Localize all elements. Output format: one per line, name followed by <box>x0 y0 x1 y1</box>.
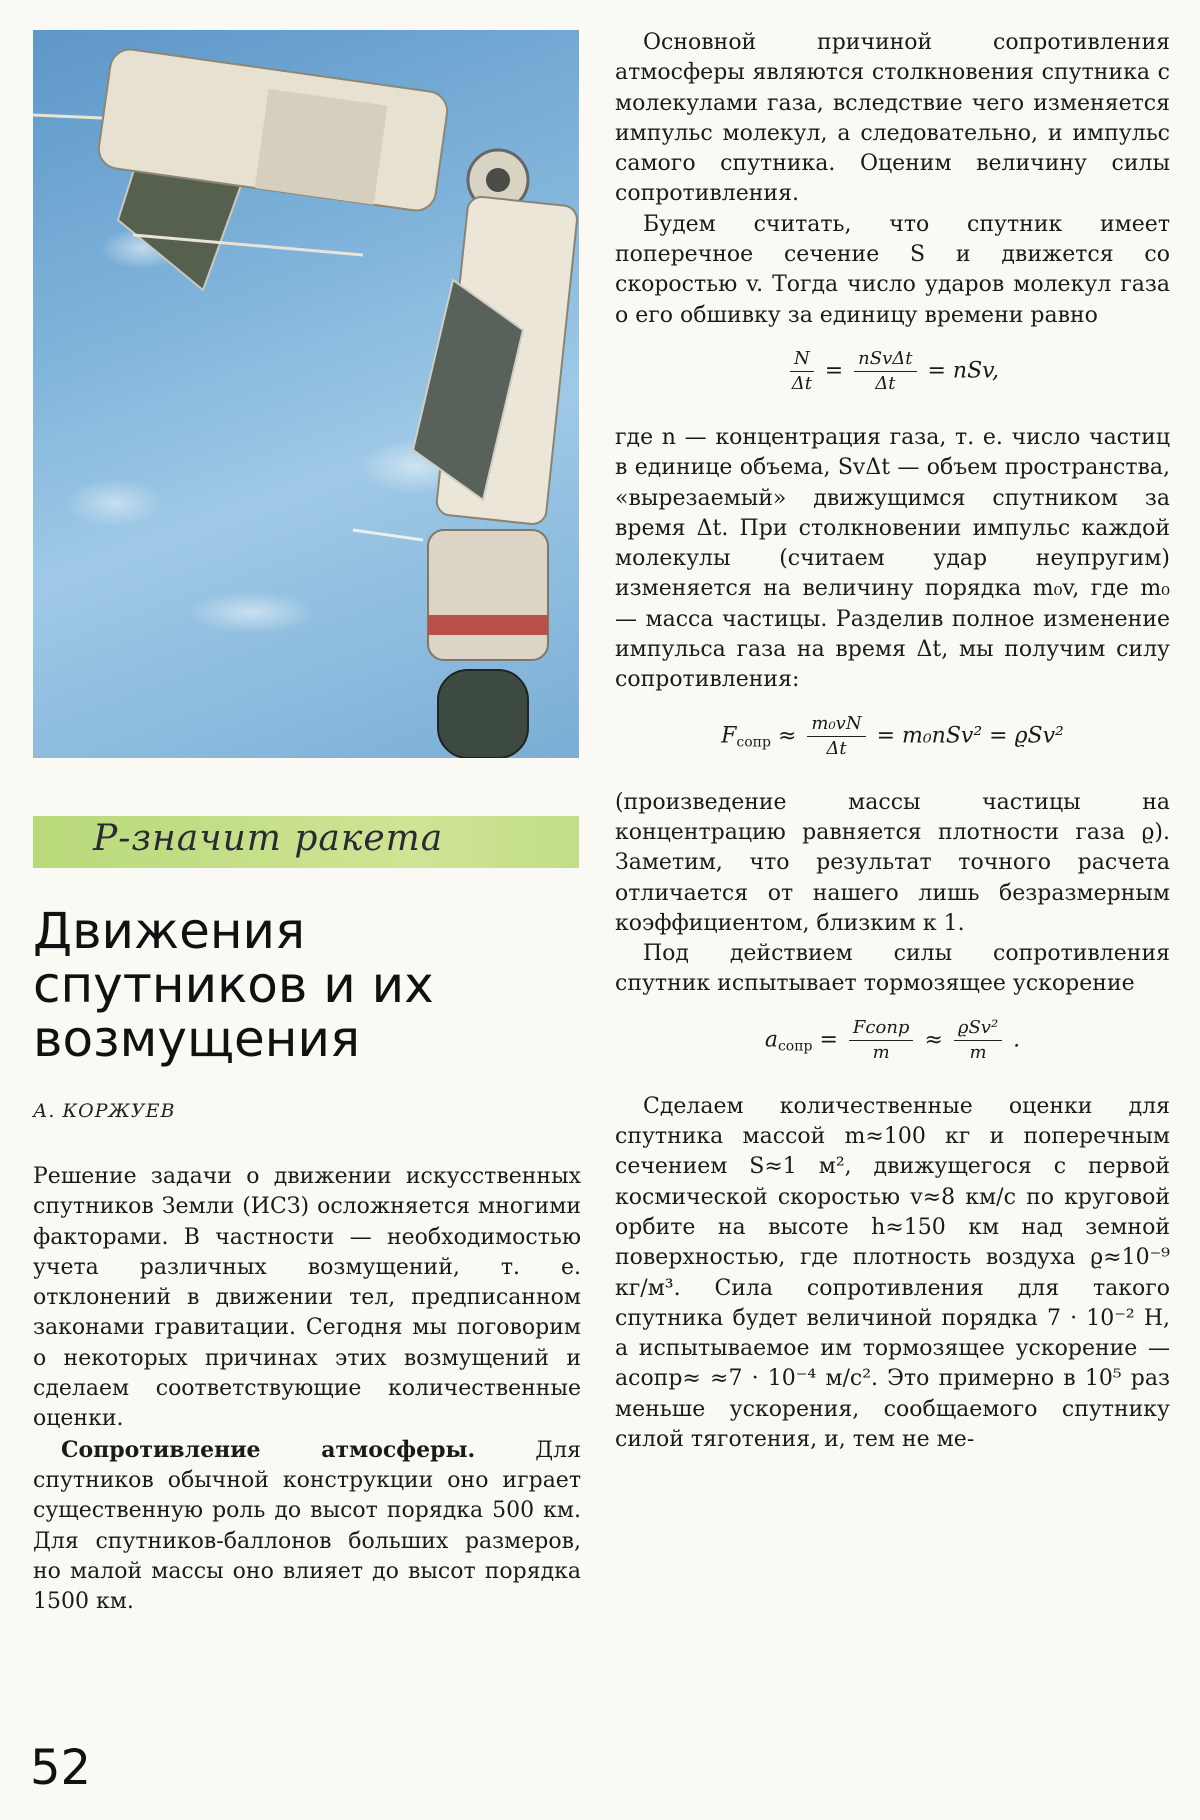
f3-sub: сопр <box>777 1038 813 1055</box>
f1-den1: Δt <box>791 372 812 394</box>
f1-den2: Δt <box>875 372 896 394</box>
banner-text: Р-значит ракета <box>93 818 444 859</box>
f1-num2: nSvΔt <box>854 347 916 372</box>
f3-num1: Fсопр <box>849 1016 914 1041</box>
section-banner <box>33 816 579 868</box>
author: А. КОРЖУЕВ <box>33 1100 176 1122</box>
f3-den2: m <box>969 1041 987 1063</box>
f2-sub: сопр <box>736 734 771 751</box>
paragraph-3: где n — концентрация газа, т. е. число частиц в единице объема, SvΔt — объем пространства, «вырезаемый» движущимся спутником за время Δt. При столкновении импульс каждой молекулы (считаем удар неупругим) изменяется на величину порядка m₀v, где m₀ — масса частицы. Разделив полное изменение импульса газа на время Δt, мы получим силу сопротивления: <box>615 424 1170 693</box>
f3-lhs: a <box>764 1027 778 1053</box>
paragraph-5: Под действием силы сопротивления спутник испытывает тормозящее ускорение <box>615 941 1170 997</box>
f2-lhs: F <box>721 723 737 749</box>
paragraph-6: Сделаем количественные оценки для спутника массой m≈100 кг и поперечным сечением S≈1 м², движущегося с первой космической скоростью v≈8 км/с по круговой орбите на высоте h≈150 км над земной поверхностью, где плотность воздуха ϱ≈10⁻⁹ кг/м³. Сила сопротивления для такого спутника будет величиной порядка 7 · 10⁻² Н, а испытываемое им тормозящее ускорение — aсопр≈ ≈7 · 10⁻⁴ м/с². Это примерно в 10⁵ раз меньше ускорения, сообщаемого спутнику силой тяготения, и, тем не ме- <box>615 1093 1170 1452</box>
formula-drag-force: $F_{сопр}$ ≈ $\frac{\text{m₀vN}}{\Delta t}$ = m₀nSv² = ϱSv² <box>721 712 1064 759</box>
paragraph-2: Будем считать, что спутник имеет поперечное сечение S и движется со скоростью v. Тогда число ударов молекул газа о его обшивку за единицу времени равно <box>615 211 1170 328</box>
f2-den: Δt <box>826 737 847 759</box>
space-station-illustration <box>33 30 579 758</box>
formula-acceleration: $a_{сопр}$ = $\frac{\text{Fсопр}}{m}$ ≈ $\frac{\text{ϱSv²}}{m}$ . <box>764 1016 1021 1063</box>
f1-num1: N <box>790 347 814 372</box>
page-number: 52 <box>30 1740 92 1796</box>
intro-paragraph: Решение задачи о движении искусственных спутников Земли (ИСЗ) осложняется многими факторами. В частности — необходимостью учета различных возмущений, т. е. отклонений в движении тел, предписанном законами гравитации. Сегодня мы поговорим о некоторых причинах этих возмущений и сделаем соответствующие количественные оценки. <box>33 1164 581 1432</box>
f2-tail: = m₀nSv² = ϱSv² <box>876 723 1064 749</box>
right-column <box>615 28 1170 1455</box>
drag-heading: Сопротивление атмосферы. <box>61 1436 476 1463</box>
paragraph-4: (произведение массы частицы на концентрацию равняется плотности газа ϱ). Заметим, что результат точного расчета отличается от нашего лишь безразмерным коэффициентом, близким к 1. <box>615 789 1170 936</box>
formula-collisions: $\frac{N}{\Delta t}$ = $\frac{\text{nSvΔt}}{\Delta t}$ = nSv, <box>791 347 999 394</box>
drag-paragraph <box>33 1435 581 1618</box>
f3-den1: m <box>872 1041 890 1063</box>
drag-text: Для спутников обычной конструкции оно играет существенную роль до высот порядка 500 км. Для спутников-баллонов больших размеров, но малой массы оно влияет до высот порядка 1500 км. <box>33 1437 581 1615</box>
article-title: Движения спутников и их возмущения <box>33 902 434 1068</box>
f2-num: m₀vN <box>807 712 865 737</box>
f3-num2: ϱSv² <box>954 1016 1002 1041</box>
left-column <box>33 30 581 1617</box>
f1-tail: = nSv, <box>927 358 999 384</box>
space-station-photo <box>33 30 579 758</box>
paragraph-1: Основной причиной сопротивления атмосферы являются столкновения спутника с молекулами газа, вследствие чего изменяется импульс молекул, а следовательно, и импульс самого спутника. Оценим величину силы сопротивления. <box>615 30 1170 207</box>
